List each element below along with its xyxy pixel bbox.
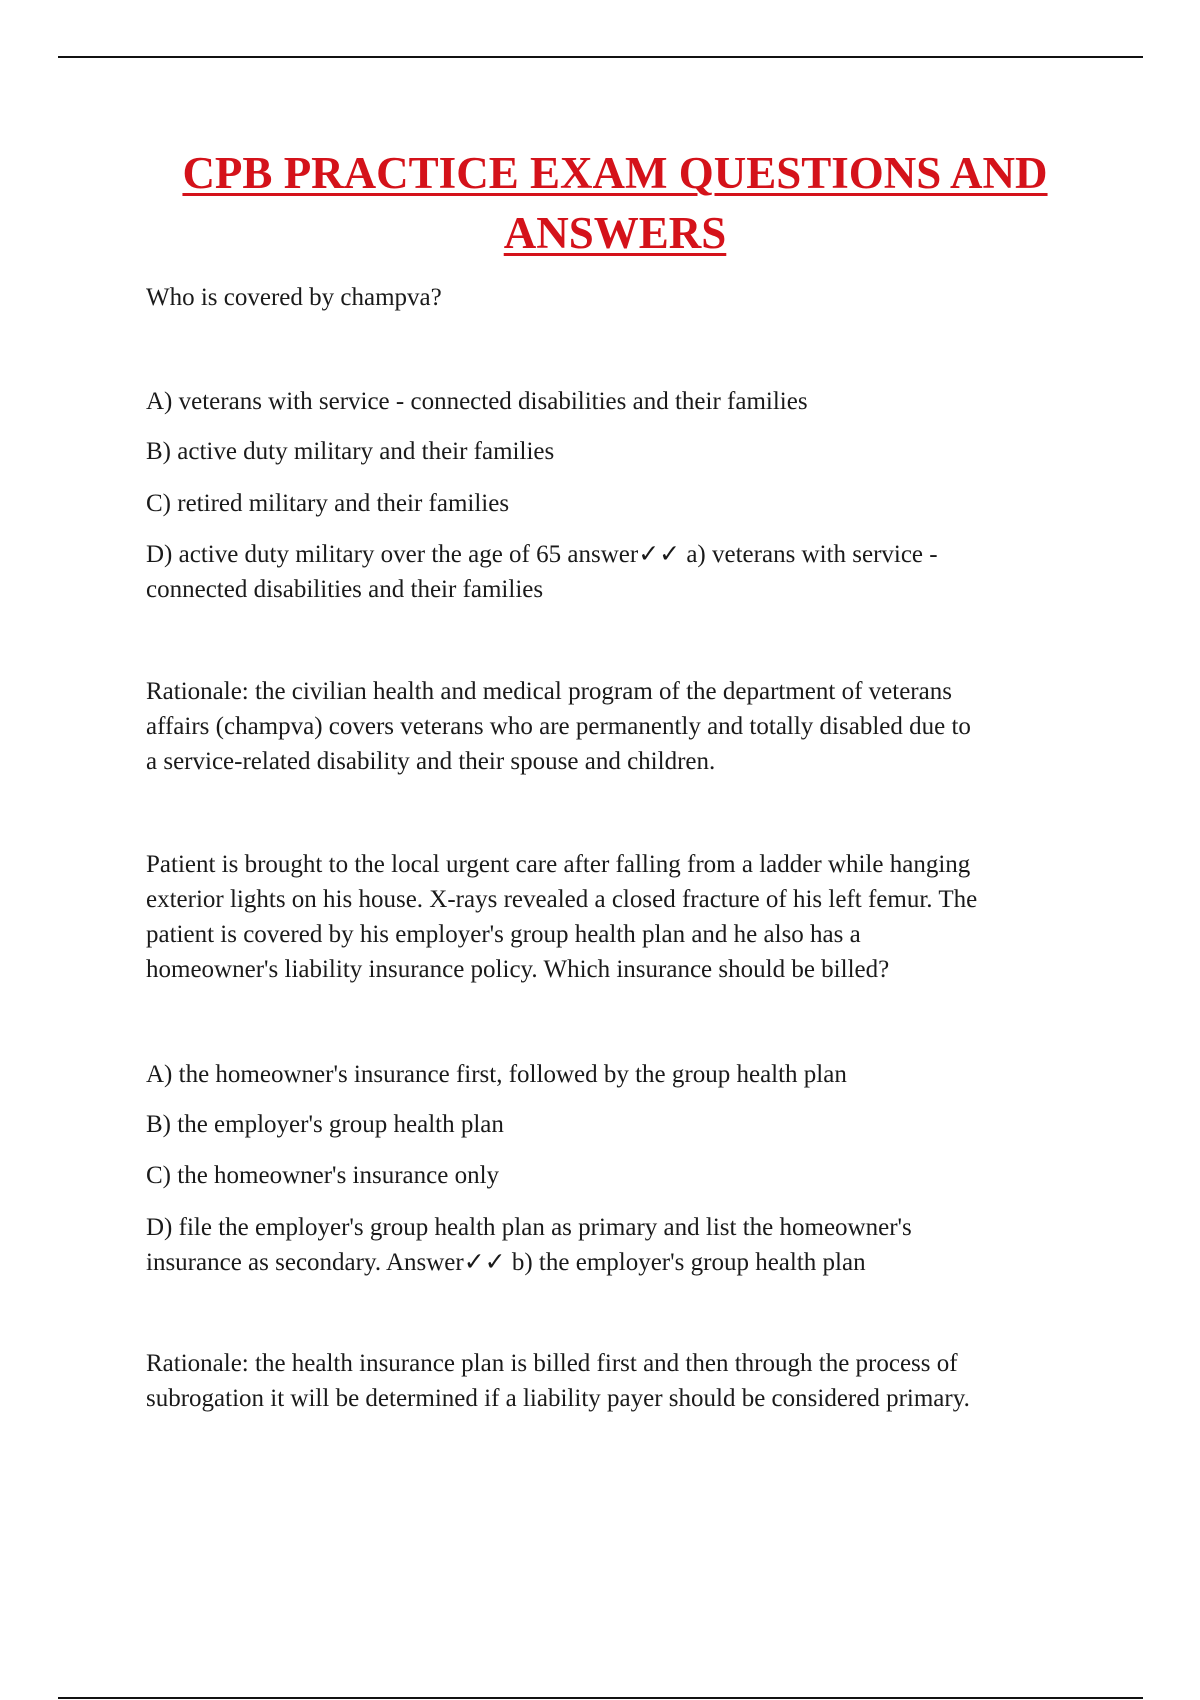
question-2-option-d-line-1: D) file the employer's group health plan as primary and list the homeowner's [146, 1214, 912, 1241]
question-2-option-a: A) the homeowner's insurance first, followed by the group health plan [146, 1061, 847, 1088]
page-title-line-1: CPB PRACTICE EXAM QUESTIONS AND [182, 148, 1048, 198]
question-line: homeowner's liability insurance policy. Which insurance should be billed? [146, 956, 890, 983]
page-title [140, 143, 1090, 263]
question-1-option-c: C) retired military and their families [146, 490, 510, 517]
question-2-option-c: C) the homeowner's insurance only [146, 1162, 500, 1189]
top-divider [58, 56, 1143, 58]
question-2-option-d-answer [146, 1210, 1086, 1280]
rationale-line: subrogation it will be determined if a liability payer should be considered primary. [146, 1385, 970, 1412]
question-1-rationale [146, 674, 1086, 779]
bottom-divider [58, 1697, 1143, 1699]
question-2-option-d-line-2: insurance as secondary. Answer✓✓ b) the employer's group health plan [146, 1249, 866, 1276]
question-line: exterior lights on his house. X-rays revealed a closed fracture of his left femur. The [146, 886, 978, 913]
rationale-line: Rationale: the health insurance plan is billed first and then through the process of [146, 1350, 958, 1377]
rationale-line: affairs (champva) covers veterans who are permanently and totally disabled due to [146, 713, 971, 740]
question-2-text [146, 847, 1086, 987]
rationale-line: Rationale: the civilian health and medical program of the department of veterans [146, 678, 952, 705]
question-1-option-d-line-1: D) active duty military over the age of 65 answer✓✓ a) veterans with service - [146, 541, 938, 568]
question-line: patient is covered by his employer's group health plan and he also has a [146, 921, 861, 948]
question-1-option-a: A) veterans with service - connected disabilities and their families [146, 388, 808, 415]
question-1-option-d-answer [146, 537, 1086, 607]
question-2-rationale [146, 1346, 1086, 1416]
rationale-line: a service-related disability and their spouse and children. [146, 748, 716, 775]
question-2-option-b: B) the employer's group health plan [146, 1111, 504, 1138]
question-line: Patient is brought to the local urgent care after falling from a ladder while hanging [146, 851, 971, 878]
page-title-line-2: ANSWERS [503, 208, 727, 258]
question-1-text: Who is covered by champva? [146, 284, 442, 311]
question-1-option-b: B) active duty military and their families [146, 438, 555, 465]
question-1-option-d-line-2: connected disabilities and their families [146, 576, 544, 603]
